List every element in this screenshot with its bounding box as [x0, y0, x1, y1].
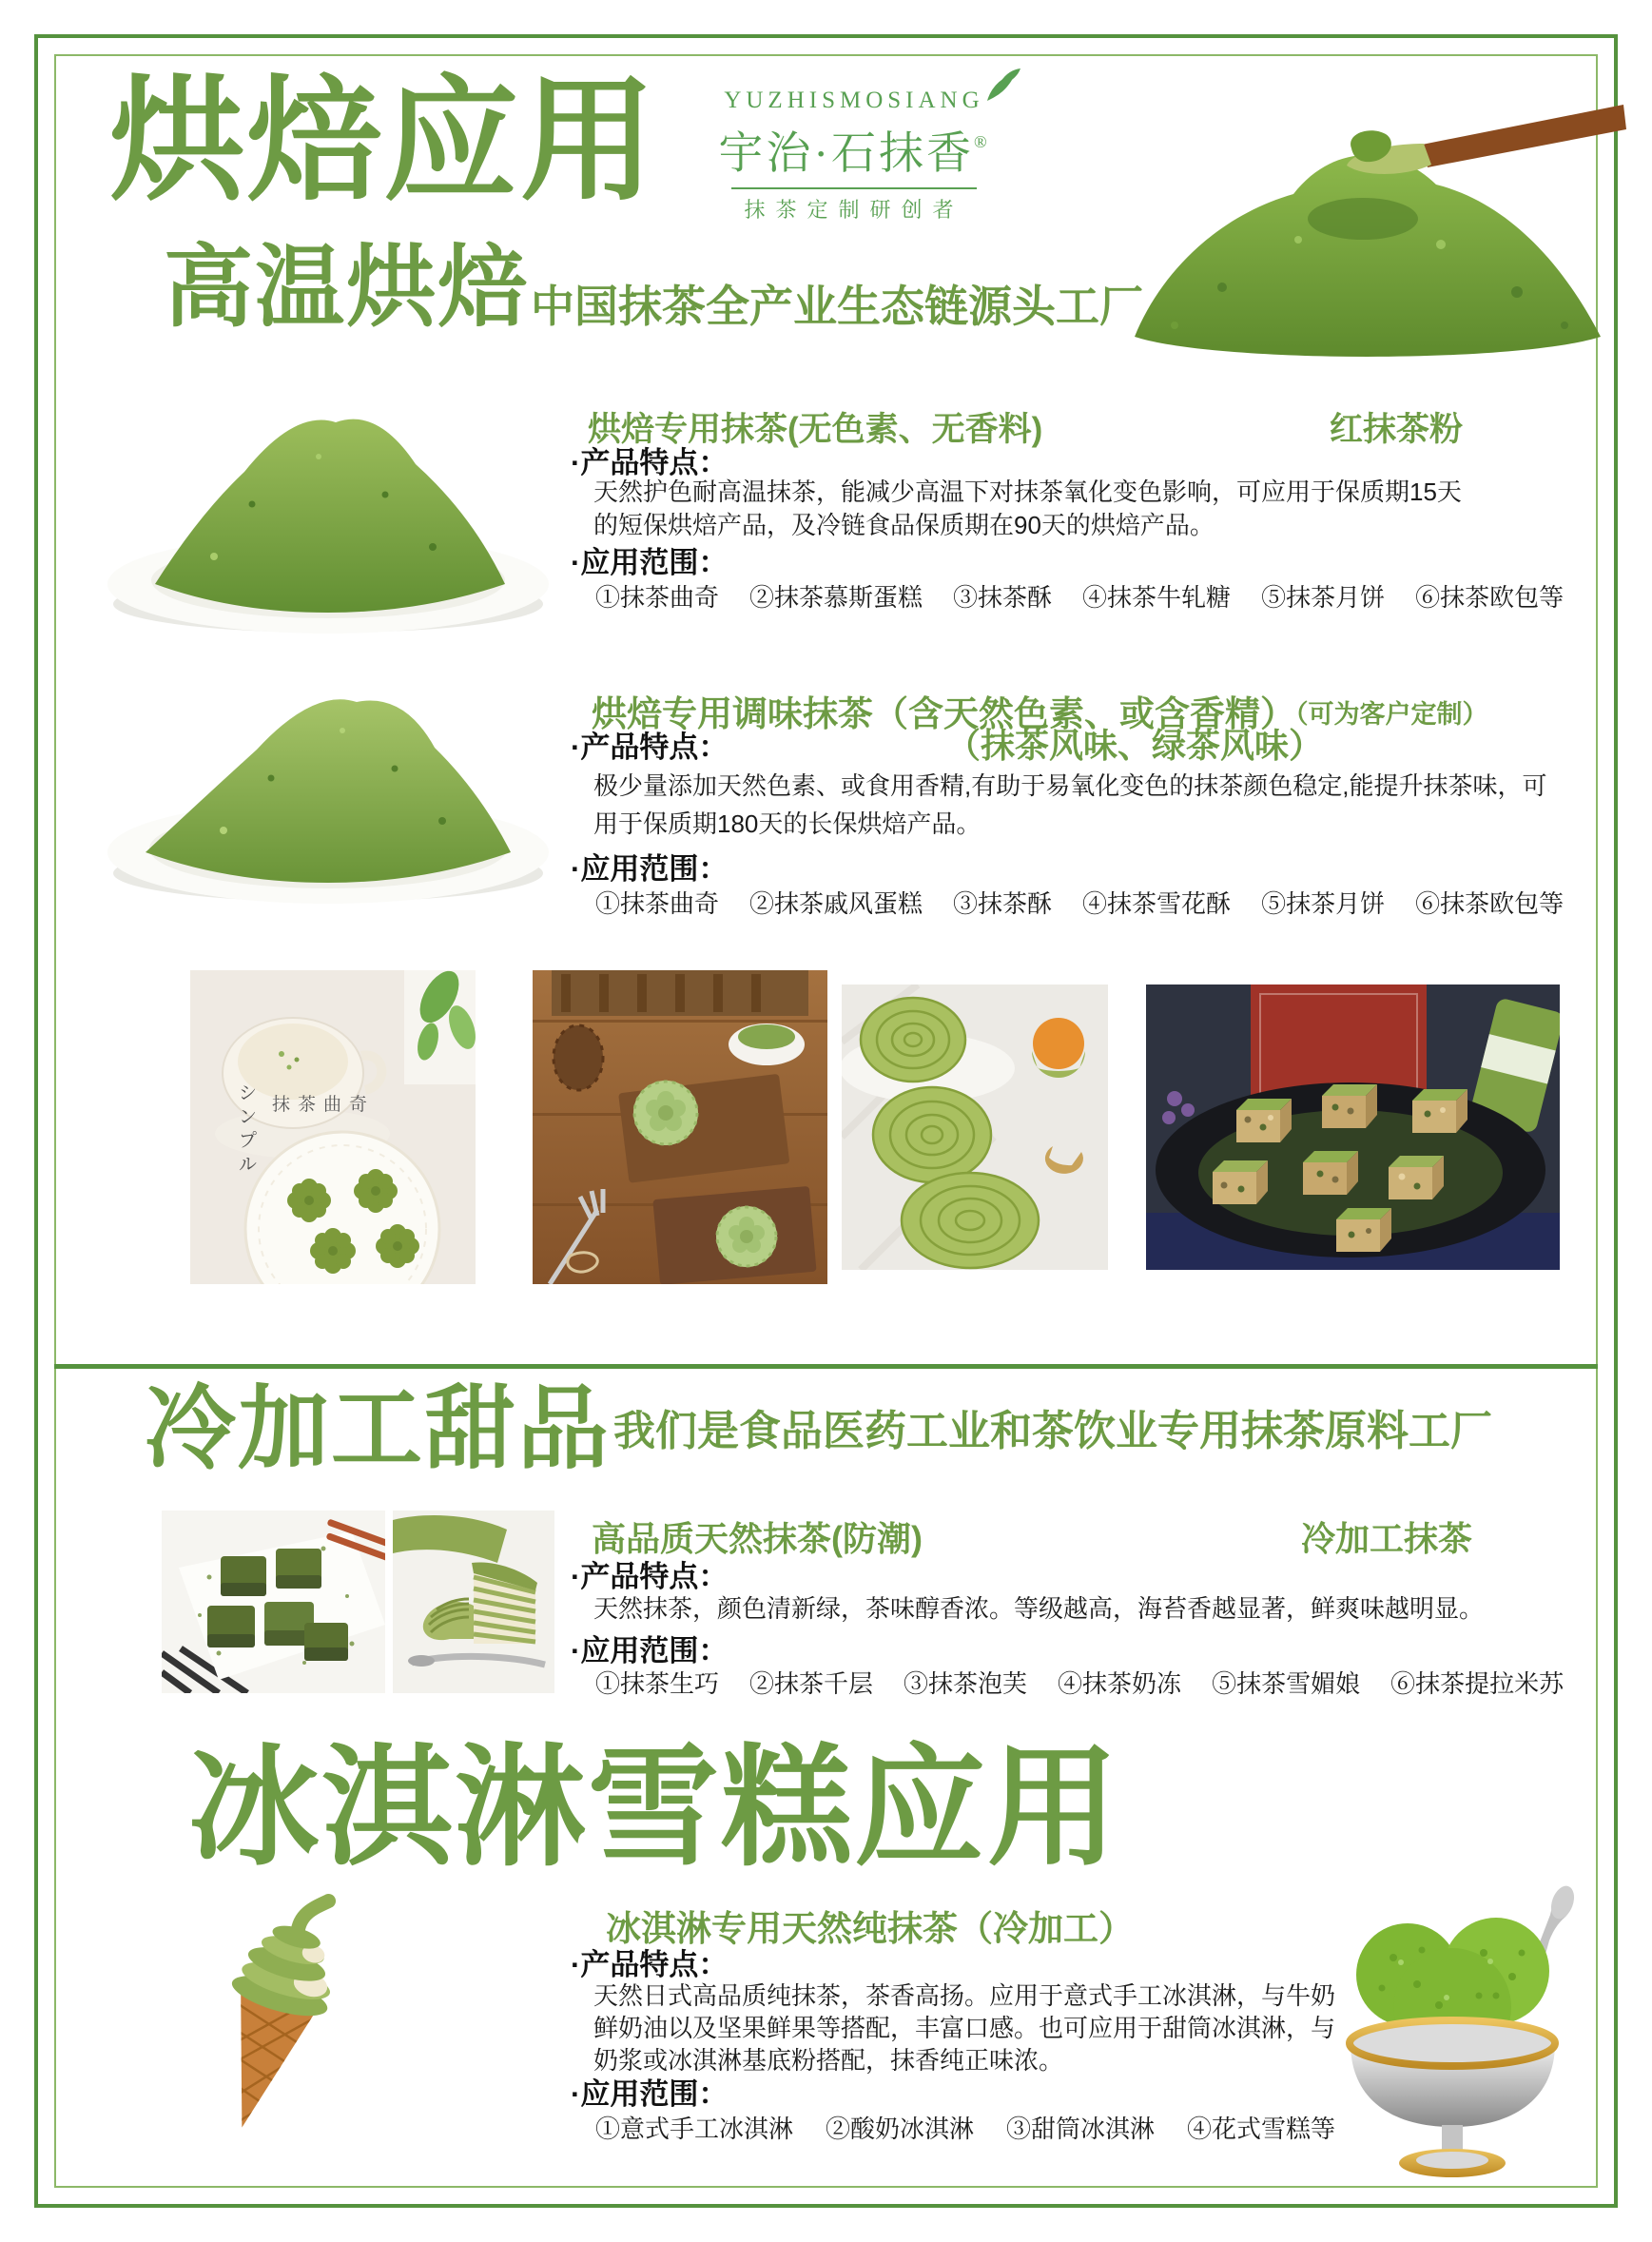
product2-range-label: ·应用范围： [571, 852, 729, 886]
app-item: ③甜筒冰淇淋 [1006, 2115, 1156, 2143]
product1-side-label: 红抹茶粉 [1330, 411, 1464, 448]
product4-features-label: ·产品特点： [571, 1948, 729, 1981]
app-item: ⑤抹茶雪媚娘 [1212, 1669, 1361, 1698]
photo-caption: 抹茶曲奇 [272, 1095, 376, 1115]
product2-features-line1: 极少量添加天然色素、或食用香精,有助于易氧化变色的抹茶颜色稳定,能提升抹茶味，可 [593, 771, 1547, 800]
app-item: ①抹茶曲奇 [595, 889, 720, 918]
product3-features-label: ·产品特点： [571, 1560, 729, 1593]
app-item: ②抹茶戚风蛋糕 [749, 889, 923, 918]
brand-slogan: 抹茶定制研创者 [744, 198, 964, 222]
product2-title-note: （可为客户定制） [1295, 700, 1488, 729]
registered-mark: ® [973, 132, 990, 151]
photo-matcha-cookies [190, 970, 476, 1284]
header-tagline: 中国抹茶全产业生态链源头工厂 [531, 282, 1143, 331]
product2-apps [595, 885, 1564, 920]
product3-apps [595, 1665, 1564, 1700]
app-item: ③抹茶酥 [953, 583, 1053, 612]
product3-title: 高品质天然抹茶(防潮) [592, 1519, 923, 1558]
product3-features: 天然抹茶，颜色清新绿，茶味醇香浓。等级越高，海苔香越显著，鲜爽味越明显。 [593, 1594, 1485, 1623]
product1-features-line1: 天然护色耐高温抹茶，能减少高温下对抹茶氧化变色影响，可应用于保质期15天 [593, 478, 1462, 506]
product2-title: 烘焙专用调味抹茶（含天然色素、或含香精） [592, 694, 1295, 733]
app-item: ②抹茶慕斯蛋糕 [749, 583, 923, 612]
photo-matcha-chocolate [162, 1511, 385, 1693]
app-item: ①抹茶曲奇 [595, 583, 720, 612]
app-item: ④抹茶牛轧糖 [1082, 583, 1232, 612]
brand-logo-cn [711, 118, 997, 182]
product1-features-label: ·产品特点： [571, 446, 729, 479]
product4-features-line2: 鲜奶油以及坚果鲜果等搭配，丰富口感。也可应用于甜筒冰淇淋，与 [593, 2013, 1336, 2042]
photo-matcha-powder-pile [1108, 49, 1626, 368]
app-item: ①意式手工冰淇淋 [595, 2115, 794, 2143]
product1-apps [595, 578, 1564, 614]
product1-features-line2: 的短保烘焙产品，及冷链食品保质期在90天的烘焙产品。 [593, 511, 1215, 540]
photo-matcha-icecream-bowl [1327, 1862, 1584, 2181]
product2-features-line2: 用于保质期180天的长保烘焙产品。 [593, 809, 981, 839]
app-item: ②抹茶千层 [749, 1669, 874, 1698]
logo-divider-line [731, 187, 977, 189]
product2-flavor-note: （抹茶风味、绿茶风味） [946, 726, 1324, 765]
icecream-section-title: 冰淇淋雪糕应用 [188, 1735, 1121, 1881]
brand-logo-cn-text: 宇治·石抹香 [718, 129, 974, 179]
app-item: ④抹茶雪花酥 [1082, 889, 1232, 918]
photo-matcha-nougat-cubes [1146, 985, 1560, 1270]
app-item: ①抹茶生巧 [595, 1669, 720, 1698]
product4-features-line1: 天然日式高品质纯抹茶，茶香高扬。应用于意式手工冰淇淋，与牛奶 [593, 1981, 1336, 2010]
product2-features-label: ·产品特点： [571, 731, 729, 764]
product1-title: 烘焙专用抹茶(无色素、无香料) [588, 411, 1043, 448]
photo-plate-matcha-powder-1 [100, 371, 556, 642]
section-subtitle-hot-baking: 高温烘焙 [164, 237, 530, 337]
product4-features-line3: 奶浆或冰淇淋基底粉搭配，抹香纯正味浓。 [593, 2045, 1064, 2075]
photo-matcha-spiral-pastry [842, 985, 1108, 1270]
brand-logo-en [711, 88, 997, 114]
app-item: ⑥抹茶欧包等 [1415, 583, 1565, 612]
app-item: ⑤抹茶月饼 [1261, 583, 1386, 612]
product1-features [593, 476, 1462, 542]
photo-vertical-text: シンプル [235, 1082, 256, 1178]
app-item: ④花式雪糕等 [1187, 2115, 1336, 2143]
photo-matcha-icecream-cone [181, 1886, 380, 2138]
app-item: ⑥抹茶提拉米苏 [1390, 1669, 1565, 1698]
product4-title: 冰淇淋专用天然纯抹茶（冷加工） [606, 1909, 1134, 1948]
photo-matcha-crepe-cake [393, 1511, 554, 1693]
page-title: 烘焙应用 [109, 66, 657, 217]
cold-section-title: 冷加工甜品 [145, 1378, 611, 1480]
product3-range-label: ·应用范围： [571, 1634, 729, 1667]
product3-side-label: 冷加工抹茶 [1301, 1519, 1473, 1558]
product4-features [593, 1980, 1335, 2076]
app-item: ③抹茶泡芙 [904, 1669, 1028, 1698]
product4-apps [595, 2110, 1335, 2145]
product1-range-label: ·应用范围： [571, 546, 729, 579]
cold-section-tagline: 我们是食品医药工业和茶饮业专用抹茶原料工厂 [613, 1408, 1492, 1454]
leaf-icon [981, 67, 1021, 111]
brand-logo [711, 88, 997, 224]
section-divider-line [54, 1364, 1598, 1369]
photo-plate-matcha-powder-2 [100, 635, 556, 911]
brand-logo-en-text: YUZHISMOSIANG [724, 88, 984, 113]
photo-matcha-mooncakes [533, 970, 827, 1284]
app-item: ②酸奶冰淇淋 [826, 2115, 975, 2143]
app-item: ⑤抹茶月饼 [1261, 889, 1386, 918]
app-item: ⑥抹茶欧包等 [1415, 889, 1565, 918]
product4-range-label: ·应用范围： [571, 2077, 729, 2111]
product2-features [593, 767, 1546, 844]
app-item: ④抹茶奶冻 [1058, 1669, 1182, 1698]
app-item: ③抹茶酥 [953, 889, 1053, 918]
